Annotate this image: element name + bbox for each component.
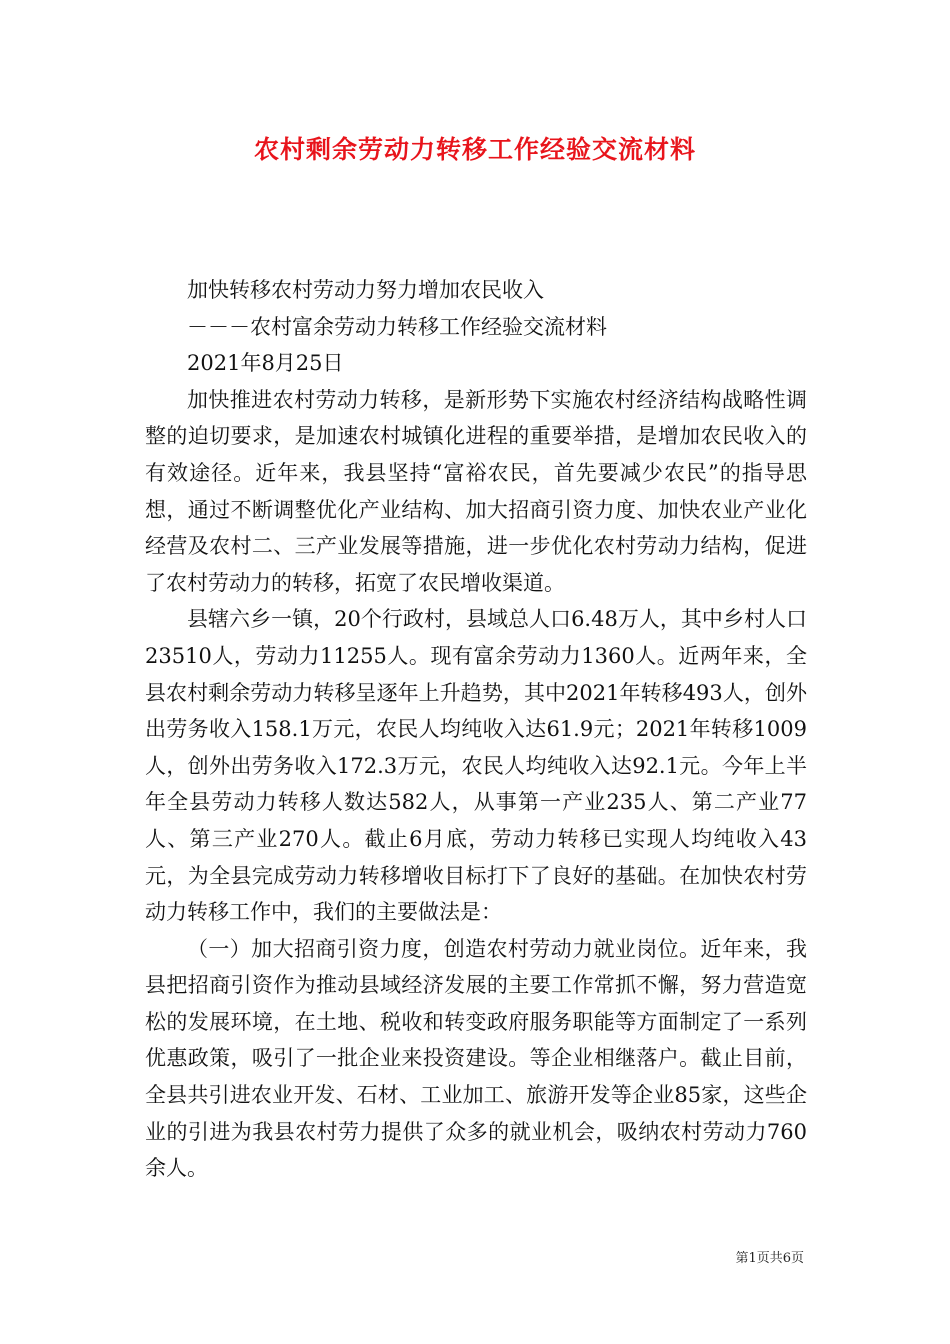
body-paragraph: （一）加大招商引资力度，创造农村劳动力就业岗位。近年来，我县把招商引资作为推动县域经济发展的主要工作常抓不懈，努力营造宽松的发展环境，在土地、税收和转变政府服务职能等方面制定了一系列优惠政策，吸引了一批企业来投资建设。等企业相继落户。截止目前，全县共引进农业开发、石材、工业加工、旅游开发等企业85家，这些企业的引进为我县农村劳力提供了众多的就业机会，吸纳农村劳动力760余人。 (145, 936, 807, 1181)
date-line: 2021年8月25日 (187, 351, 344, 376)
document-body (145, 272, 807, 1187)
document-title: 农村剩余劳动力转移工作经验交流材料 (253, 135, 696, 164)
body-paragraph: 县辖六乡一镇，20个行政村，县域总人口6.48万人，其中乡村人口23510人，劳动力11255人。现有富余劳动力1360人。近两年来，全县农村剩余劳动力转移呈逐年上升趋势，其中2021年转移493人，创外出劳务收入158.1万元，农民人均纯收入达61.9元；2021年转移1009人，创外出劳务收入172.3万元，农民人均纯收入达92.1元。今年上半年全县劳动力转移人数达582人，从事第一产业235人、第二产业77人、第三产业270人。截止6月底，劳动力转移已实现人均纯收入43元，为全县完成劳动力转移增收目标打下了良好的基础。在加快农村劳动力转移工作中，我们的主要做法是： (145, 607, 807, 925)
subtitle-line: －－－农村富余劳动力转移工作经验交流材料 (187, 314, 607, 339)
subtitle-line: 加快转移农村劳动力努力增加农民收入 (187, 278, 544, 302)
body-paragraph: 加快推进农村劳动力转移，是新形势下实施农村经济结构战略性调整的迫切要求，是加速农村城镇化进程的重要举措，是增加农民收入的有效途径。近年来，我县坚持“富裕农民，首先要减少农民”的指导思想，通过不断调整优化产业结构、加大招商引资力度、加快农业产业化经营及农村二、三产业发展等措施，进一步优化农村劳动力结构，促进了农村劳动力的转移，拓宽了农民增收渠道。 (145, 387, 807, 595)
page-number: 第1页共6页 (735, 1251, 804, 1266)
